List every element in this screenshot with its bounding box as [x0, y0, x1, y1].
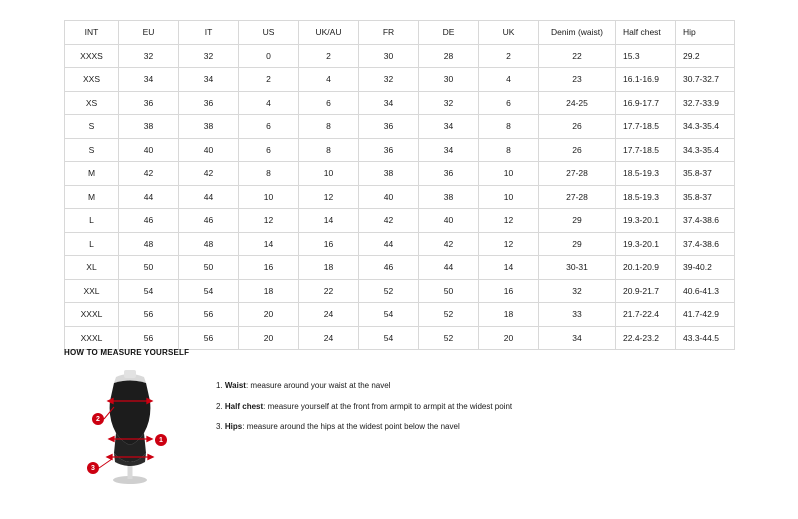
size-value-cell: 46: [179, 209, 239, 233]
size-value-cell: 30: [419, 68, 479, 92]
instruction-term: Waist: [224, 381, 246, 390]
size-value-cell: 46: [119, 209, 179, 233]
table-row: [65, 138, 735, 162]
size-value-cell: 19.3-20.1: [616, 209, 676, 233]
size-value-cell: 40: [179, 138, 239, 162]
size-value-cell: 34: [119, 68, 179, 92]
column-header-denim-waist: Denim (waist): [539, 21, 616, 45]
size-value-cell: 32: [419, 91, 479, 115]
size-value-cell: 12: [299, 185, 359, 209]
size-value-cell: 8: [299, 115, 359, 139]
size-value-cell: 21.7-22.4: [616, 303, 676, 327]
size-value-cell: 2: [479, 44, 539, 68]
table-row: [65, 162, 735, 186]
size-value-cell: 27-28: [539, 185, 616, 209]
size-value-cell: 17.7-18.5: [616, 115, 676, 139]
table-row: [65, 326, 735, 350]
instruction-text: : measure around your waist at the navel: [245, 381, 391, 390]
size-value-cell: 44: [419, 256, 479, 280]
size-value-cell: 52: [419, 326, 479, 350]
size-label-cell: M: [65, 162, 119, 186]
size-value-cell: 8: [479, 115, 539, 139]
size-value-cell: 50: [119, 256, 179, 280]
column-header-it: IT: [179, 21, 239, 45]
size-value-cell: 34: [539, 326, 616, 350]
size-value-cell: 40: [119, 138, 179, 162]
size-value-cell: 8: [299, 138, 359, 162]
size-value-cell: 56: [119, 326, 179, 350]
size-chart-header: [65, 21, 735, 45]
size-value-cell: 28: [419, 44, 479, 68]
size-value-cell: 44: [119, 185, 179, 209]
badge-waist: 1: [155, 434, 167, 446]
size-value-cell: 42: [179, 162, 239, 186]
size-value-cell: 46: [359, 256, 419, 280]
size-value-cell: 42: [419, 232, 479, 256]
table-row: [65, 232, 735, 256]
size-value-cell: 56: [179, 326, 239, 350]
size-value-cell: 30: [359, 44, 419, 68]
size-value-cell: 8: [479, 138, 539, 162]
size-value-cell: 27-28: [539, 162, 616, 186]
size-value-cell: 36: [179, 91, 239, 115]
size-value-cell: 20.9-21.7: [616, 279, 676, 303]
instruction-text: : measure yourself at the front from armpit to armpit at the widest point: [263, 401, 513, 411]
size-value-cell: 56: [119, 303, 179, 327]
size-label-cell: XXS: [65, 68, 119, 92]
size-value-cell: 20: [239, 303, 299, 327]
table-row: [65, 209, 735, 233]
column-header-int: INT: [65, 21, 119, 45]
size-value-cell: 38: [419, 185, 479, 209]
size-value-cell: 19.3-20.1: [616, 232, 676, 256]
column-header-eu: EU: [119, 21, 179, 45]
size-label-cell: XS: [65, 91, 119, 115]
size-value-cell: 38: [119, 115, 179, 139]
size-value-cell: 34: [419, 115, 479, 139]
size-label-cell: XXL: [65, 279, 119, 303]
size-value-cell: 54: [359, 303, 419, 327]
size-value-cell: 44: [359, 232, 419, 256]
instruction-term: Half chest: [224, 401, 264, 411]
size-label-cell: S: [65, 115, 119, 139]
size-value-cell: 35.8-37: [676, 185, 735, 209]
size-value-cell: 42: [359, 209, 419, 233]
size-value-cell: 52: [359, 279, 419, 303]
size-value-cell: 10: [239, 185, 299, 209]
size-value-cell: 44: [179, 185, 239, 209]
size-value-cell: 34: [359, 91, 419, 115]
instruction-text: : measure around the hips at the widest point below the navel: [242, 422, 460, 432]
column-header-hip: Hip: [676, 21, 735, 45]
size-value-cell: 24: [299, 303, 359, 327]
size-value-cell: 26: [539, 115, 616, 139]
size-value-cell: 20.1-20.9: [616, 256, 676, 280]
size-value-cell: 42: [119, 162, 179, 186]
size-value-cell: 29: [539, 209, 616, 233]
table-row: [65, 256, 735, 280]
size-chart-container: [64, 20, 734, 350]
how-to-measure-body: [64, 367, 734, 487]
size-value-cell: 48: [119, 232, 179, 256]
size-value-cell: 30.7-32.7: [676, 68, 735, 92]
size-value-cell: 4: [299, 68, 359, 92]
size-value-cell: 10: [479, 185, 539, 209]
size-value-cell: 16.9-17.7: [616, 91, 676, 115]
size-value-cell: 10: [299, 162, 359, 186]
size-value-cell: 26: [539, 138, 616, 162]
size-value-cell: 6: [299, 91, 359, 115]
size-label-cell: M: [65, 185, 119, 209]
size-value-cell: 14: [479, 256, 539, 280]
size-value-cell: 18: [239, 279, 299, 303]
mannequin-illustration: [64, 367, 194, 487]
size-value-cell: 54: [179, 279, 239, 303]
size-value-cell: 15.3: [616, 44, 676, 68]
size-label-cell: L: [65, 209, 119, 233]
size-value-cell: 34: [179, 68, 239, 92]
size-value-cell: 33: [539, 303, 616, 327]
column-header-half-chest: Half chest: [616, 21, 676, 45]
badge-hips: 3: [87, 462, 99, 474]
size-value-cell: 20: [479, 326, 539, 350]
size-value-cell: 18: [479, 303, 539, 327]
size-value-cell: 30-31: [539, 256, 616, 280]
size-value-cell: 22: [299, 279, 359, 303]
size-value-cell: 22.4-23.2: [616, 326, 676, 350]
size-value-cell: 12: [479, 209, 539, 233]
size-value-cell: 6: [479, 91, 539, 115]
size-value-cell: 29: [539, 232, 616, 256]
table-row: [65, 303, 735, 327]
size-value-cell: 38: [179, 115, 239, 139]
size-value-cell: 8: [239, 162, 299, 186]
size-label-cell: XXXL: [65, 303, 119, 327]
size-value-cell: 18.5-19.3: [616, 185, 676, 209]
column-header-us: US: [239, 21, 299, 45]
size-value-cell: 6: [239, 138, 299, 162]
size-value-cell: 23: [539, 68, 616, 92]
size-value-cell: 38: [359, 162, 419, 186]
size-value-cell: 24: [299, 326, 359, 350]
size-value-cell: 32: [179, 44, 239, 68]
table-row: [65, 115, 735, 139]
measure-instruction-2: [216, 402, 512, 412]
size-value-cell: 50: [179, 256, 239, 280]
size-label-cell: XXXS: [65, 44, 119, 68]
size-chart-table: [64, 20, 735, 350]
size-value-cell: 48: [179, 232, 239, 256]
size-value-cell: 40: [419, 209, 479, 233]
instruction-number: 1.: [216, 381, 223, 390]
size-value-cell: 36: [119, 91, 179, 115]
size-value-cell: 32.7-33.9: [676, 91, 735, 115]
size-value-cell: 37.4-38.6: [676, 209, 735, 233]
measure-instructions: [216, 367, 512, 443]
size-value-cell: 32: [539, 279, 616, 303]
size-value-cell: 54: [359, 326, 419, 350]
size-value-cell: 4: [479, 68, 539, 92]
size-value-cell: 41.7-42.9: [676, 303, 735, 327]
size-value-cell: 32: [119, 44, 179, 68]
size-value-cell: 18.5-19.3: [616, 162, 676, 186]
size-label-cell: S: [65, 138, 119, 162]
size-value-cell: 40: [359, 185, 419, 209]
size-value-cell: 56: [179, 303, 239, 327]
measurement-figure: [64, 367, 194, 487]
table-row: [65, 91, 735, 115]
size-value-cell: 50: [419, 279, 479, 303]
table-row: [65, 68, 735, 92]
size-chart-body: [65, 44, 735, 350]
size-value-cell: 2: [239, 68, 299, 92]
size-value-cell: 20: [239, 326, 299, 350]
how-to-measure-section: [64, 348, 734, 487]
table-row: [65, 185, 735, 209]
size-value-cell: 6: [239, 115, 299, 139]
how-to-measure-title: HOW TO MEASURE YOURSELF: [64, 348, 190, 357]
size-value-cell: 40.6-41.3: [676, 279, 735, 303]
measure-instruction-3: [216, 422, 512, 432]
measure-instruction-1: [216, 381, 512, 391]
size-label-cell: XL: [65, 256, 119, 280]
size-value-cell: 2: [299, 44, 359, 68]
size-value-cell: 4: [239, 91, 299, 115]
size-value-cell: 22: [539, 44, 616, 68]
size-value-cell: 17.7-18.5: [616, 138, 676, 162]
size-value-cell: 16: [239, 256, 299, 280]
size-value-cell: 0: [239, 44, 299, 68]
size-value-cell: 35.8-37: [676, 162, 735, 186]
table-row: [65, 279, 735, 303]
size-value-cell: 34.3-35.4: [676, 115, 735, 139]
size-value-cell: 39-40.2: [676, 256, 735, 280]
size-value-cell: 36: [359, 138, 419, 162]
size-value-cell: 52: [419, 303, 479, 327]
size-value-cell: 43.3-44.5: [676, 326, 735, 350]
size-label-cell: L: [65, 232, 119, 256]
size-label-cell: XXXL: [65, 326, 119, 350]
size-value-cell: 12: [479, 232, 539, 256]
column-header-de: DE: [419, 21, 479, 45]
size-value-cell: 14: [299, 209, 359, 233]
size-value-cell: 24-25: [539, 91, 616, 115]
instruction-term: Hips: [224, 422, 243, 432]
size-value-cell: 10: [479, 162, 539, 186]
table-row: [65, 44, 735, 68]
size-value-cell: 16.1-16.9: [616, 68, 676, 92]
size-value-cell: 29.2: [676, 44, 735, 68]
badge-half-chest: 2: [92, 413, 104, 425]
size-value-cell: 36: [359, 115, 419, 139]
instruction-number: 3.: [216, 422, 223, 432]
column-header-uk-au: UK/AU: [299, 21, 359, 45]
table-header-row: [65, 21, 735, 45]
size-value-cell: 18: [299, 256, 359, 280]
instruction-number: 2.: [216, 401, 223, 411]
size-value-cell: 16: [479, 279, 539, 303]
size-value-cell: 34: [419, 138, 479, 162]
size-value-cell: 34.3-35.4: [676, 138, 735, 162]
size-value-cell: 14: [239, 232, 299, 256]
size-value-cell: 16: [299, 232, 359, 256]
size-value-cell: 54: [119, 279, 179, 303]
size-value-cell: 32: [359, 68, 419, 92]
column-header-fr: FR: [359, 21, 419, 45]
size-value-cell: 37.4-38.6: [676, 232, 735, 256]
size-value-cell: 12: [239, 209, 299, 233]
size-value-cell: 36: [419, 162, 479, 186]
column-header-uk: UK: [479, 21, 539, 45]
